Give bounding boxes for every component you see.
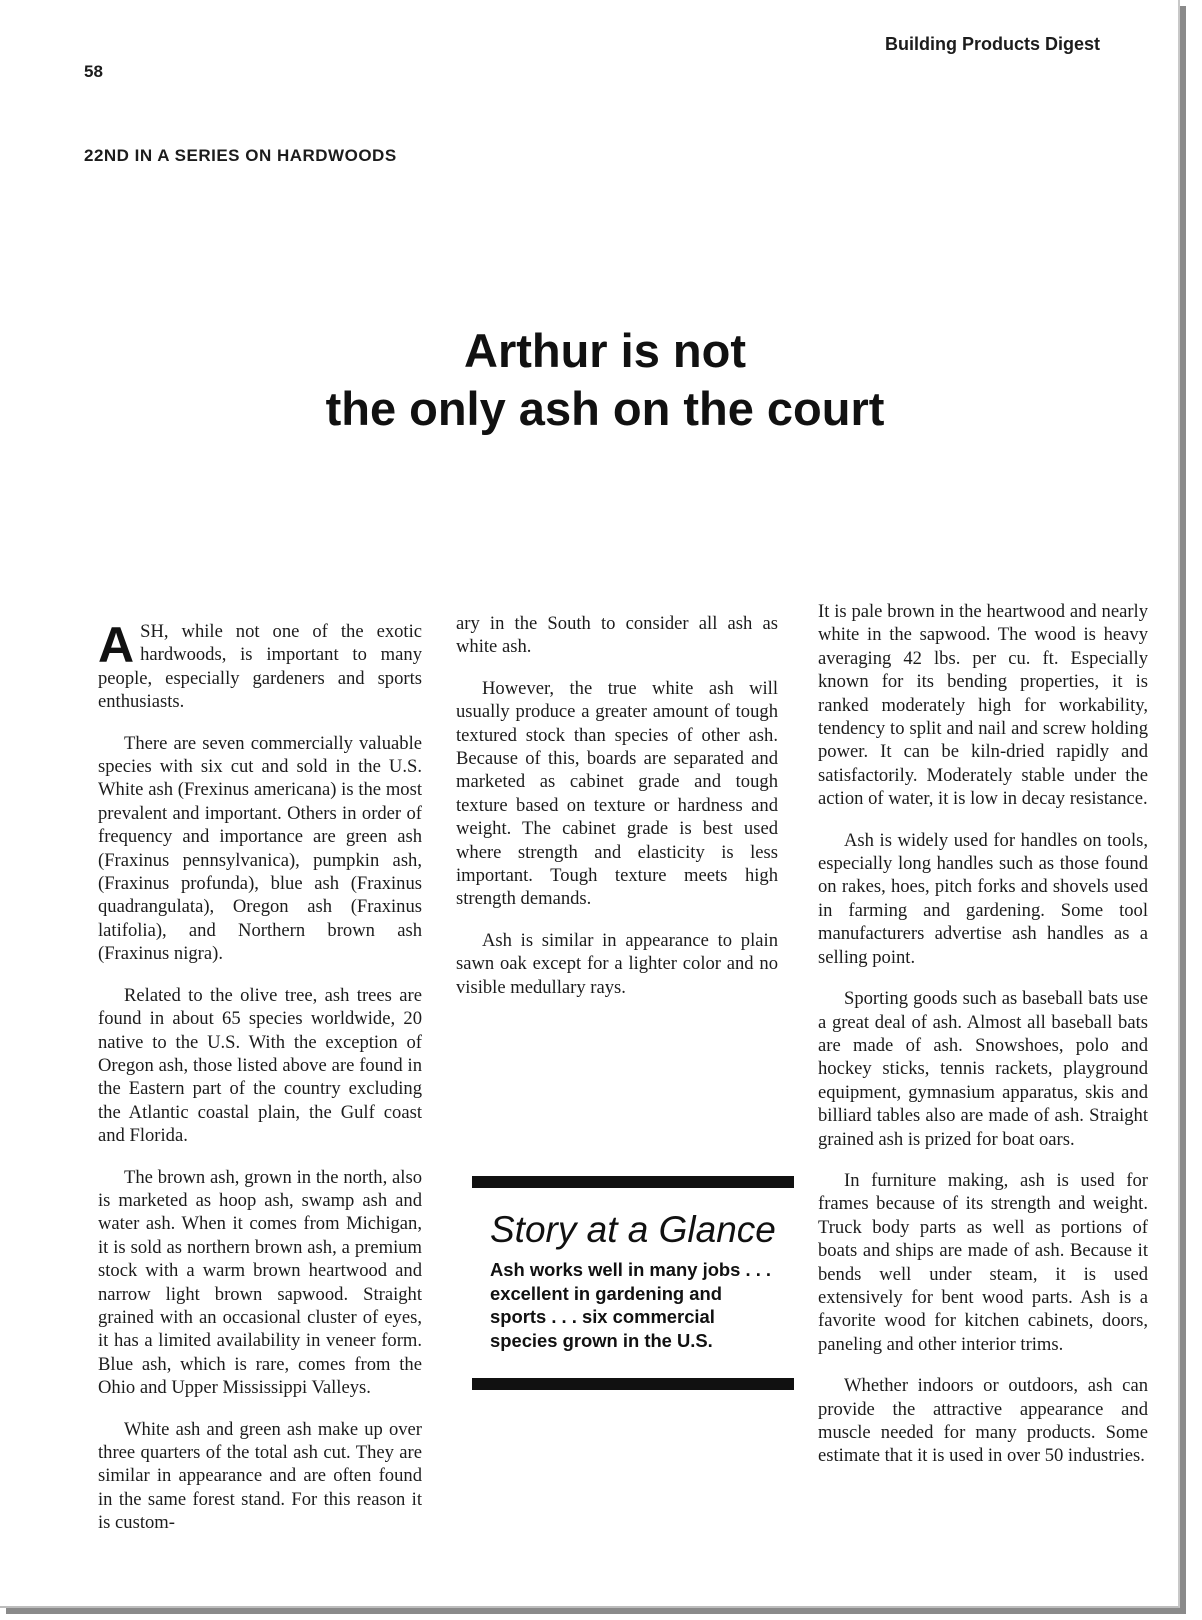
paragraph: There are seven commercially valuable species with six cut and sold in the U.S. White ash (Frexinus americana) is the most prevalent and important. Others in order of frequency and importance are green ash (Fraxinus pennsylvanica), pumpkin ash, (Fraxinus profunda), blue ash (Fraxinus quadrangulata), Oregon ash (Fraxinus latifolia), and Northern brown ash (Fraxinus nigra). bbox=[98, 732, 422, 965]
divider-rule-bottom bbox=[472, 1378, 794, 1390]
paragraph: White ash and green ash make up over three quarters of the total ash cut. They are similar in appearance and are often found in the same forest stand. For this reason it is custom- bbox=[98, 1418, 422, 1534]
paragraph: Related to the olive tree, ash trees are found in about 65 species worldwide, 20 native to the U.S. With the exception of Oregon ash, those listed above are found in the Eastern part of the country excluding the Atlantic coastal plain, the Gulf coast and Florida. bbox=[98, 984, 422, 1147]
paragraph: ary in the South to consider all ash as white ash. bbox=[456, 613, 778, 658]
paragraph bbox=[98, 617, 422, 714]
paragraph: It is pale brown in the heartwood and nearly white in the sapwood. The wood is heavy averaging 42 lbs. per cu. ft. Especially known for its bending properties, it is ranked moderately high for workability, tendency to split and nail and screw holding power. It can be kiln-dried rapidly and satisfactorily. Moderately stable under the action of water, it is low in decay resistance. bbox=[818, 601, 1148, 810]
article-column-2 bbox=[456, 612, 778, 1017]
article-column-1 bbox=[98, 617, 422, 1553]
paragraph: Ash is similar in appearance to plain sawn oak except for a lighter color and no visible medullary rays. bbox=[456, 929, 778, 998]
series-label: 22ND IN A SERIES ON HARDWOODS bbox=[84, 146, 397, 165]
article-headline bbox=[250, 322, 960, 438]
page-number: 58 bbox=[84, 62, 103, 81]
publication-name: Building Products Digest bbox=[884, 34, 1100, 54]
headline-line-2: the only ash on the court bbox=[325, 382, 885, 435]
paragraph: Whether indoors or outdoors, ash can provide the attractive appearance and muscle needed for many products. Some estimate that it is used in over 50 industries. bbox=[818, 1375, 1148, 1467]
sidebar-title: Story at a Glance bbox=[490, 1209, 776, 1250]
paragraph: Sporting goods such as baseball bats use a great deal of ash. Almost all baseball bats are made of ash. Snowshoes, polo and hockey sticks, tennis rackets, playground equipment, gymnasium apparatus, skis and billiard tables also are made of ash. Straight grained ash is prized for boat oars. bbox=[818, 988, 1148, 1150]
story-at-a-glance-box bbox=[472, 1176, 794, 1390]
paragraph: In furniture making, ash is used for frames because of its strength and weight. Truck body parts as well as portions of boats and ships are made of ash. Because it bends well under steam, it is used extensively for bent wood parts. Ash is a favorite wood for kitchen cabinets, doors, paneling and other interior trims. bbox=[818, 1169, 1148, 1355]
paragraph: Ash is widely used for handles on tools, especially long handles such as those found on rakes, hoes, pitch forks and shovels used in farming and gardening. Some tool manufacturers advertise ash handles as a selling point. bbox=[818, 829, 1148, 968]
paragraph-text: SH, while not one of the exotic hardwoods, is important to many people, especially gardeners and sports enthusiasts. bbox=[98, 621, 422, 713]
paragraph: However, the true white ash will usually produce a greater amount of tough textured stock than species of other ash. Because of this, boards are separated and marketed as cabinet grade and tough texture based on texture or hardness and weight. The cabinet grade is best used where strength and elasticity is less important. Tough texture meets high strength demands. bbox=[456, 677, 778, 910]
divider-rule-top bbox=[472, 1176, 794, 1188]
drop-cap: A bbox=[98, 617, 135, 673]
article-column-3 bbox=[818, 600, 1148, 1486]
headline-line-1: Arthur is not bbox=[464, 324, 746, 377]
sidebar-text: Ash works well in many jobs . . . excellent in gardening and sports . . . six commercial species grown in the U.S. bbox=[490, 1259, 772, 1351]
paragraph: The brown ash, grown in the north, also is marketed as hoop ash, swamp ash and water ash. When it comes from Michigan, it is sold as northern brown ash, a premium stock with a warm brown heartwood and narrow light brown sapwood. Straight grained with an occasional cluster of eyes, it has a limited availability in veneer form. Blue ash, which is rare, comes from the Ohio and Upper Mississippi Valleys. bbox=[98, 1166, 422, 1399]
